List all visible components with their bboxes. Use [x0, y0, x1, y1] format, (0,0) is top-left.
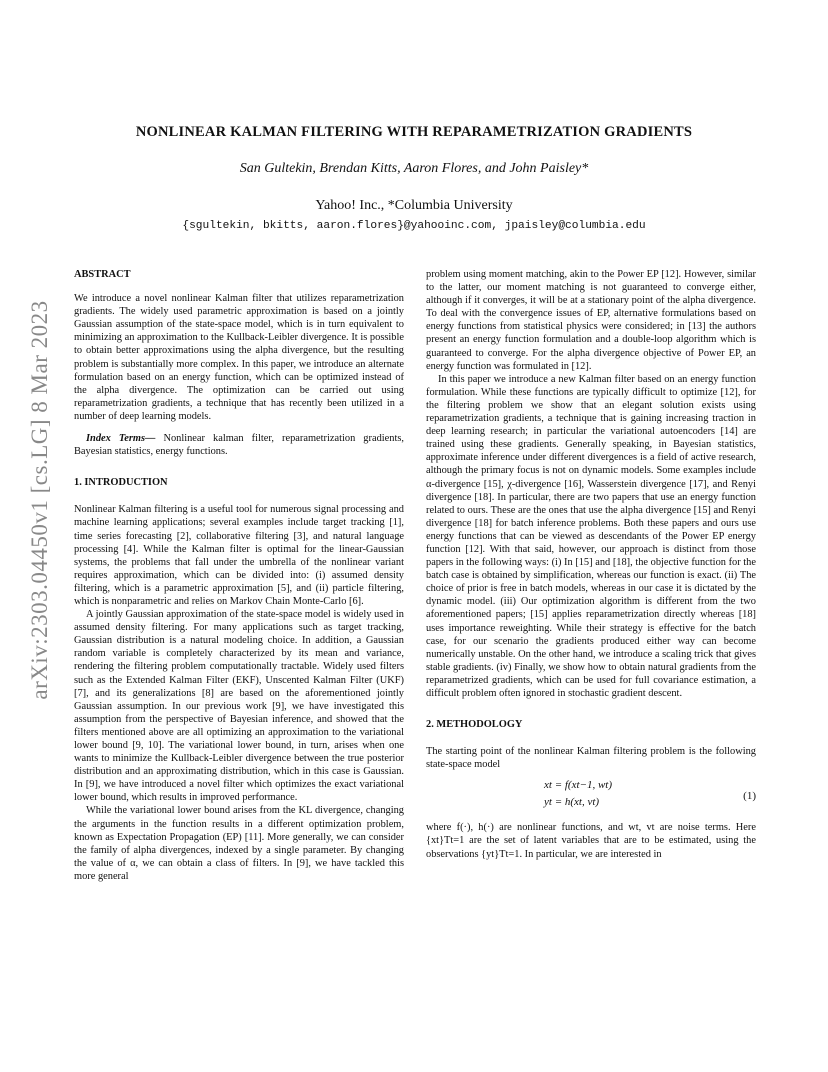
left-column [74, 268, 404, 883]
author-list: San Gultekin, Brendan Kitts, Aaron Flores, and John Paisley* [239, 161, 589, 176]
intro-paragraph-1: Nonlinear Kalman filtering is a useful tool for numerous signal processing and machine learning applications; several examples include target tracking [1], time series forecasting [2], collaborative filtering [3], and natural language processing [4]. While the Kalman filter is optimal for the linear-Gaussian systems, the problems that fall under the umbrella of the nonlinear variant requires approximation, which can be divided into: (i) assumed density filtering, which is a parametric approximation [5], and (ii) particle filtering, which is nonparametric and relies on Markov Chain Monte-Carlo [6]. [74, 504, 404, 607]
right-paragraph-2: In this paper we introduce a new Kalman filter based on an energy function formulation. While these functions are typically difficult to optimize [12], for the filtering problem we show that an elegant solution exists using reparametrization gradients, a technique that is gaining increasing traction in deep learning research; in particular the variational autoencoders [14] are trained using these gradients. Generally speaking, in Bayesian statistics, approximate inference under different divergences is a field of active research, although the primary focus is not on dynamic models. Some examples include α-divergence [15], χ-divergence [16], Wasserstein divergence [17], and Renyi divergence [18]. In particular, there are two papers that use an energy function related to ours. These are the ones that use the alpha divergence [15] and Renyi divergence [18] for batch inference problems. Both these papers and ours use energy functions that can be viewed as descendants of the Power EP energy function [12]. With that said, however, our approach is distinct from those papers in the following ways: (i) In [15] and [18], the objective function for the batch case is obtained by simplification, whereas our function is exact. (ii) The choice of prior is free in batch models, whereas in our case it is dictated by the dynamic model. (iii) Our optimization algorithm is different from the two aforementioned papers; [15] applies reparametrization directly whereas [18] uses importance reweighting. While their strategy is effective for the batch case, for our scenario the gradients produced either way can become numerically unstable. On the other hand, we introduce a scaling trick that gives stable gradients. (iv) Finally, we show how to obtain natural gradients from the reparametrized gradients, which can be used for full covariance estimation, a difficult problem often ignored in stochastic gradient descent. [426, 373, 756, 699]
arxiv-sidebar-stamp [20, 290, 60, 710]
methodology-paragraph-2: where f(·), h(·) are nonlinear functions, and wt, vt are noise terms. Here {xt}Tt=1 are the set of latent variables that are to be estimated, using the observations {yt}Tt=1. In particular, we are interested in [426, 822, 756, 860]
equation-line-1: xt = f(xt−1, wt) [544, 779, 612, 792]
abstract-text: We introduce a novel nonlinear Kalman filter that utilizes reparametrization gradients. The widely used parametric approximation is based on a jointly Gaussian assumption of the state-space model, which is in turn equivalent to minimizing an approximation to the Kullback-Leibler divergence. It is possible to obtain better approximations using the alpha divergence, but the resulting problem is substantially more complex. In this paper, we introduce an alternate formulation based on an energy function, which can be optimized instead of the alpha divergence. The optimization can be carried out using reparametrization gradients, a technique that has recently been utilized in a number of deep learning models. [74, 293, 404, 422]
author-emails: {sgultekin, bkitts, aaron.flores}@yahooinc.com, jpaisley@columbia.edu [182, 220, 646, 232]
index-terms [74, 432, 404, 458]
arxiv-identifier: arXiv:2303.04450v1 [cs.LG] 8 Mar 2023 [27, 300, 52, 700]
state-space-equation [426, 779, 756, 813]
equation-line-2: yt = h(xt, vt) [544, 796, 600, 809]
methodology-paragraph-1: The starting point of the nonlinear Kalman filtering problem is the following state-space model [426, 746, 756, 771]
methodology-heading: 2. METHODOLOGY [426, 719, 523, 731]
index-terms-label: Index Terms— [86, 433, 156, 445]
affiliation: Yahoo! Inc., *Columbia University [315, 198, 513, 213]
equation-number: (1) [743, 790, 756, 803]
right-paragraph-1: problem using moment matching, akin to the Power EP [12]. However, similar to the latter, our moment matching is not guaranteed to converge either, although if it converges, it will be at a stationary point of the alpha divergence. To deal with the convergence issues of EP, alternative formulations based on energy functions from statistical physics were considered; in [13] the authors present an energy function formulation and a double-loop algorithm which is guaranteed to converge. For the alpha divergence objective of Power EP, an energy function was formulated in [12]. [426, 269, 756, 372]
index-terms-text: Nonlinear kalman filter, reparametrization gradients, Bayesian statistics, energy functions. [74, 433, 404, 458]
introduction-heading: 1. INTRODUCTION [74, 477, 168, 489]
paper-title: NONLINEAR KALMAN FILTERING WITH REPARAMETRIZATION GRADIENTS [135, 124, 693, 140]
abstract-heading: ABSTRACT [74, 269, 131, 280]
intro-paragraph-2: A jointly Gaussian approximation of the state-space model is widely used in assumed density filtering. For many applications such as target tracking, Gaussian distribution is a natural modeling choice. In addition, a Gaussian random variable is completely characterized by its mean and variance, rendering the filtering problem computationally tractable. Widely used filters such as the Extended Kalman Filter (EKF), Unscented Kalman Filter (UKF) [7], and its generalizations [8] are based on the aforementioned jointly Gaussian assumption. In our previous work [9], we have investigated this assumption from the perspective of Bayesian inference, and showed that the filters mentioned above are all optimizing an approximation to the variational lower bound [9, 10]. The variational lower bound, in turn, arises when one wants to minimize the Kullback-Leibler divergence between the true posterior distribution and an approximating distribution, which in this case is Gaussian. In [9], we have introduced a novel filter which optimizes the exact variational lower bound, which results in improved performance. [74, 609, 404, 804]
intro-paragraph-3: While the variational lower bound arises from the KL divergence, changing the arguments in the function results in a different optimization problem, known as Expectation Propagation (EP) [11]. More generally, we can consider the family of alpha divergences, indexed by a single parameter. By changing the value of α, we can obtain a class of filters. In [9], we have tackled this more general [74, 805, 404, 882]
right-column [426, 268, 756, 861]
